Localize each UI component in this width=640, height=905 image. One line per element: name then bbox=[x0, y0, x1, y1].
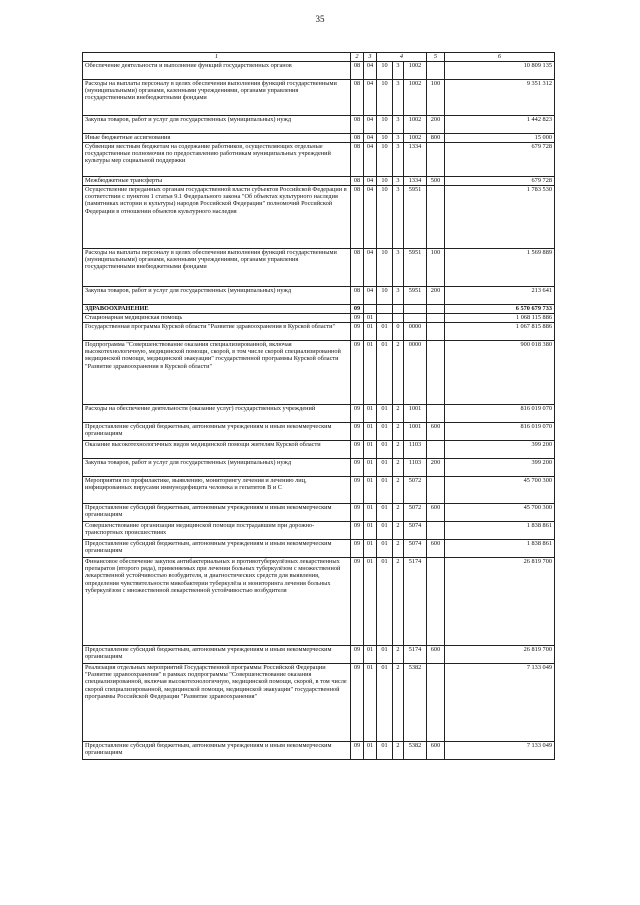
header-col-5: 5 bbox=[427, 53, 445, 62]
cell-c3: 01 bbox=[364, 540, 377, 558]
cell-c4c: 5072 bbox=[404, 504, 427, 522]
cell-c4c: 5382 bbox=[404, 664, 427, 742]
table-row bbox=[83, 664, 555, 742]
cell-c6: 9 351 312 bbox=[445, 80, 555, 116]
cell-c4b: 3 bbox=[393, 249, 404, 287]
cell-c6: 679 728 bbox=[445, 143, 555, 177]
table-row bbox=[83, 341, 555, 405]
cell-name: Закупка товаров, работ и услуг для государственных (муниципальных) нужд bbox=[83, 116, 351, 134]
cell-c4a: 01 bbox=[377, 742, 393, 760]
table-row bbox=[83, 143, 555, 177]
cell-c4b: 2 bbox=[393, 540, 404, 558]
cell-c5 bbox=[427, 558, 445, 646]
cell-c4b: 2 bbox=[393, 522, 404, 540]
cell-c5 bbox=[427, 305, 445, 314]
cell-c4a: 10 bbox=[377, 249, 393, 287]
cell-c2: 09 bbox=[351, 504, 364, 522]
cell-c4b: 2 bbox=[393, 459, 404, 477]
cell-name: Расходы на выплаты персоналу в целях обеспечения выполнения функций государственными (муниципальными) органами, казенными учреждениями, органами управления государственными внебюджетными фондами bbox=[83, 80, 351, 116]
cell-c4b: 2 bbox=[393, 423, 404, 441]
table-row bbox=[83, 62, 555, 80]
cell-c6: 399 200 bbox=[445, 441, 555, 459]
cell-name: Расходы на обеспечение деятельности (оказание услуг) государственных учреждений bbox=[83, 405, 351, 423]
cell-name: Предоставление субсидий бюджетным, автономным учреждениям и иным некоммерческим организациям bbox=[83, 423, 351, 441]
cell-c4a: 01 bbox=[377, 405, 393, 423]
cell-c4b: 2 bbox=[393, 646, 404, 664]
cell-c4c: 1334 bbox=[404, 177, 427, 186]
cell-c6: 45 700 300 bbox=[445, 504, 555, 522]
cell-c2: 08 bbox=[351, 134, 364, 143]
cell-c4a: 01 bbox=[377, 504, 393, 522]
cell-c3: 01 bbox=[364, 646, 377, 664]
cell-c4a: 01 bbox=[377, 664, 393, 742]
cell-c5 bbox=[427, 143, 445, 177]
cell-c3: 01 bbox=[364, 504, 377, 522]
cell-c6: 213 641 bbox=[445, 287, 555, 305]
cell-c4c: 5174 bbox=[404, 558, 427, 646]
cell-c2: 08 bbox=[351, 287, 364, 305]
cell-c2: 09 bbox=[351, 314, 364, 323]
table-row bbox=[83, 459, 555, 477]
cell-c6: 816 019 070 bbox=[445, 405, 555, 423]
cell-name: Совершенствование организации медицинской помощи пострадавшим при дорожно-транспортных происшествиях bbox=[83, 522, 351, 540]
cell-c6: 679 728 bbox=[445, 177, 555, 186]
cell-c4c: 0000 bbox=[404, 341, 427, 405]
cell-c5: 800 bbox=[427, 134, 445, 143]
cell-c6: 15 000 bbox=[445, 134, 555, 143]
cell-c2: 09 bbox=[351, 558, 364, 646]
cell-c5 bbox=[427, 522, 445, 540]
cell-c6: 1 068 115 886 bbox=[445, 314, 555, 323]
cell-c2: 08 bbox=[351, 143, 364, 177]
cell-c6: 1 067 815 886 bbox=[445, 323, 555, 341]
cell-c4b: 2 bbox=[393, 477, 404, 504]
table-row bbox=[83, 504, 555, 522]
table-row bbox=[83, 305, 555, 314]
cell-c3: 04 bbox=[364, 62, 377, 80]
cell-c3: 01 bbox=[364, 664, 377, 742]
cell-c4a bbox=[377, 305, 393, 314]
table-row bbox=[83, 287, 555, 305]
cell-c3: 04 bbox=[364, 134, 377, 143]
cell-c3: 04 bbox=[364, 143, 377, 177]
cell-c4b: 3 bbox=[393, 186, 404, 249]
cell-c4a: 10 bbox=[377, 143, 393, 177]
cell-c2: 08 bbox=[351, 80, 364, 116]
cell-c3: 01 bbox=[364, 423, 377, 441]
cell-c4b bbox=[393, 305, 404, 314]
table-row bbox=[83, 540, 555, 558]
cell-c6: 7 133 049 bbox=[445, 742, 555, 760]
cell-c4a: 10 bbox=[377, 116, 393, 134]
cell-c4c: 1002 bbox=[404, 80, 427, 116]
cell-c6: 1 569 889 bbox=[445, 249, 555, 287]
cell-name: ЗДРАВООХРАНЕНИЕ bbox=[83, 305, 351, 314]
cell-name: Осуществление переданных органам государственной власти субъектов Российской Федерации в соответствии с пунктом 1 статьи 9.1 Федерального закона "Об объектах культурного наследия (памятниках истории и культуры) народов Российской Федерации" полномочий Российской Федерации в отношении объектов культурного наследия bbox=[83, 186, 351, 249]
cell-c2: 09 bbox=[351, 664, 364, 742]
cell-name: Субвенции местным бюджетам на содержание работников, осуществляющих отдельные государственные полномочия по предоставлению работникам муниципальных учреждений культуры мер социальной поддержки bbox=[83, 143, 351, 177]
cell-c4a: 10 bbox=[377, 287, 393, 305]
cell-c3: 04 bbox=[364, 249, 377, 287]
table-row bbox=[83, 116, 555, 134]
cell-c2: 09 bbox=[351, 742, 364, 760]
cell-c4c: 5382 bbox=[404, 742, 427, 760]
cell-c4b: 3 bbox=[393, 143, 404, 177]
cell-c3: 04 bbox=[364, 116, 377, 134]
cell-c5: 600 bbox=[427, 423, 445, 441]
cell-c5 bbox=[427, 62, 445, 80]
cell-c3: 04 bbox=[364, 186, 377, 249]
cell-c4a: 10 bbox=[377, 177, 393, 186]
cell-c2: 09 bbox=[351, 459, 364, 477]
cell-c4b: 0 bbox=[393, 323, 404, 341]
cell-c5: 200 bbox=[427, 116, 445, 134]
cell-c4c bbox=[404, 314, 427, 323]
table-row bbox=[83, 441, 555, 459]
cell-c4a: 01 bbox=[377, 423, 393, 441]
cell-c4c: 5074 bbox=[404, 522, 427, 540]
cell-c2: 08 bbox=[351, 177, 364, 186]
cell-c4c: 5072 bbox=[404, 477, 427, 504]
cell-c5: 200 bbox=[427, 287, 445, 305]
table-row bbox=[83, 742, 555, 760]
cell-c5: 100 bbox=[427, 80, 445, 116]
cell-c6: 1 838 861 bbox=[445, 522, 555, 540]
header-col-1: 1 bbox=[83, 53, 351, 62]
cell-c5: 600 bbox=[427, 540, 445, 558]
header-col-6: 6 bbox=[445, 53, 555, 62]
cell-c2: 08 bbox=[351, 186, 364, 249]
cell-c3: 01 bbox=[364, 558, 377, 646]
table-row bbox=[83, 558, 555, 646]
cell-c4a bbox=[377, 314, 393, 323]
cell-c5 bbox=[427, 314, 445, 323]
cell-c4a: 01 bbox=[377, 441, 393, 459]
cell-c4c: 0000 bbox=[404, 323, 427, 341]
cell-c4a: 10 bbox=[377, 62, 393, 80]
cell-c6: 900 018 380 bbox=[445, 341, 555, 405]
cell-c3: 01 bbox=[364, 522, 377, 540]
cell-c3 bbox=[364, 305, 377, 314]
cell-c3: 04 bbox=[364, 177, 377, 186]
cell-c5 bbox=[427, 186, 445, 249]
cell-c4b: 2 bbox=[393, 405, 404, 423]
cell-c6: 45 700 300 bbox=[445, 477, 555, 504]
table-row bbox=[83, 405, 555, 423]
table-row bbox=[83, 249, 555, 287]
cell-c4a: 01 bbox=[377, 558, 393, 646]
cell-name: Предоставление субсидий бюджетным, автономным учреждениям и иным некоммерческим организациям bbox=[83, 504, 351, 522]
cell-c2: 09 bbox=[351, 646, 364, 664]
cell-c4c bbox=[404, 305, 427, 314]
cell-name: Закупка товаров, работ и услуг для государственных (муниципальных) нужд bbox=[83, 287, 351, 305]
cell-name: Предоставление субсидий бюджетным, автономным учреждениям и иным некоммерческим организациям bbox=[83, 646, 351, 664]
cell-c4a: 01 bbox=[377, 522, 393, 540]
cell-c6: 1 442 823 bbox=[445, 116, 555, 134]
header-col-3: 3 bbox=[364, 53, 377, 62]
table-row bbox=[83, 80, 555, 116]
cell-c2: 09 bbox=[351, 477, 364, 504]
cell-name: Предоставление субсидий бюджетным, автономным учреждениям и иным некоммерческим организациям bbox=[83, 540, 351, 558]
cell-c5: 600 bbox=[427, 742, 445, 760]
cell-name: Закупка товаров, работ и услуг для государственных (муниципальных) нужд bbox=[83, 459, 351, 477]
cell-c4b: 2 bbox=[393, 742, 404, 760]
cell-c4a: 01 bbox=[377, 646, 393, 664]
table-row bbox=[83, 646, 555, 664]
cell-c6: 26 819 700 bbox=[445, 646, 555, 664]
cell-c6: 1 838 861 bbox=[445, 540, 555, 558]
cell-c5 bbox=[427, 341, 445, 405]
cell-c4b: 2 bbox=[393, 504, 404, 522]
cell-c2: 09 bbox=[351, 405, 364, 423]
cell-c4c: 1002 bbox=[404, 116, 427, 134]
cell-c4b: 3 bbox=[393, 177, 404, 186]
table-row bbox=[83, 134, 555, 143]
cell-c4b: 3 bbox=[393, 287, 404, 305]
cell-c6: 816 019 070 bbox=[445, 423, 555, 441]
cell-name: Обеспечение деятельности и выполнение функций государственных органов bbox=[83, 62, 351, 80]
cell-name: Реализация отдельных мероприятий Государственной программы Российской Федерации "Развитие здравоохранения" в рамках подпрограммы "Совершенствование оказания специализированной, включая высокотехнологичную, медицинской помощи, скорой, в том числе скорой специализированной, медицинской помощи, медицинской эвакуации" государственной программы Российской Федерации "Развитие здравоохранения" bbox=[83, 664, 351, 742]
cell-c4c: 5951 bbox=[404, 249, 427, 287]
cell-c6: 26 819 700 bbox=[445, 558, 555, 646]
cell-c5: 600 bbox=[427, 504, 445, 522]
cell-c5: 600 bbox=[427, 646, 445, 664]
cell-c4c: 1103 bbox=[404, 441, 427, 459]
cell-c4a: 01 bbox=[377, 540, 393, 558]
cell-c6: 10 809 135 bbox=[445, 62, 555, 80]
cell-c3: 01 bbox=[364, 742, 377, 760]
cell-c4c: 1001 bbox=[404, 423, 427, 441]
cell-name: Подпрограмма "Совершенствование оказания специализированной, включая высокотехнологичную, медицинской помощи, скорой, в том числе скорой специализированной медицинской помощи, медицинской эвакуации" государственной программы Курской области "Развитие здравоохранения в Курской области" bbox=[83, 341, 351, 405]
cell-c6: 6 570 679 733 bbox=[445, 305, 555, 314]
cell-c4c: 5951 bbox=[404, 186, 427, 249]
budget-table bbox=[82, 52, 555, 760]
cell-c4a: 01 bbox=[377, 323, 393, 341]
cell-name: Предоставление субсидий бюджетным, автономным учреждениям и иным некоммерческим организациям bbox=[83, 742, 351, 760]
cell-c5 bbox=[427, 405, 445, 423]
cell-c4a: 10 bbox=[377, 80, 393, 116]
cell-name: Оказание высокотехнологичных видов медицинской помощи жителям Курской области bbox=[83, 441, 351, 459]
header-col-4: 4 bbox=[377, 53, 427, 62]
cell-c3: 04 bbox=[364, 287, 377, 305]
cell-c2: 08 bbox=[351, 249, 364, 287]
cell-c5 bbox=[427, 477, 445, 504]
table-row bbox=[83, 186, 555, 249]
cell-c2: 09 bbox=[351, 341, 364, 405]
header-col-2: 2 bbox=[351, 53, 364, 62]
cell-name: Межбюджетные трансферты bbox=[83, 177, 351, 186]
table-row bbox=[83, 314, 555, 323]
cell-c4a: 01 bbox=[377, 477, 393, 504]
cell-c6: 399 200 bbox=[445, 459, 555, 477]
cell-c3: 01 bbox=[364, 314, 377, 323]
cell-c2: 09 bbox=[351, 441, 364, 459]
cell-c4c: 1103 bbox=[404, 459, 427, 477]
page-number: 35 bbox=[315, 14, 325, 24]
cell-c4c: 5174 bbox=[404, 646, 427, 664]
cell-name: Расходы на выплаты персоналу в целях обеспечения выполнения функций государственными (муниципальными) органами, казенными учреждениями, органами управления государственными внебюджетными фондами bbox=[83, 249, 351, 287]
cell-c2: 08 bbox=[351, 62, 364, 80]
cell-c4b bbox=[393, 314, 404, 323]
cell-c2: 09 bbox=[351, 540, 364, 558]
cell-c5 bbox=[427, 664, 445, 742]
table-header-row bbox=[83, 53, 555, 62]
table-row bbox=[83, 423, 555, 441]
cell-c4c: 1334 bbox=[404, 143, 427, 177]
cell-c3: 01 bbox=[364, 323, 377, 341]
cell-name: Иные бюджетные ассигнования bbox=[83, 134, 351, 143]
cell-c5 bbox=[427, 441, 445, 459]
cell-c5 bbox=[427, 323, 445, 341]
cell-c4b: 3 bbox=[393, 134, 404, 143]
cell-c4b: 2 bbox=[393, 664, 404, 742]
cell-c5: 200 bbox=[427, 459, 445, 477]
cell-name: Финансовое обеспечение закупок антибактериальных и противотуберкулёзных лекарственных препаратов (второго ряда), применяемых при лечении больных туберкулёзом с множественной лекарственной устойчивостью возбудителя, и диагностических средств для выявления, определения чувствительности микобактерии туберкулёза и мониторинга лечения больных туберкулёзом с множественной лекарственной устойчивостью возбудителя bbox=[83, 558, 351, 646]
cell-c3: 01 bbox=[364, 459, 377, 477]
cell-c4b: 2 bbox=[393, 441, 404, 459]
cell-name: Государственная программа Курской области "Развитие здравоохранения в Курской области" bbox=[83, 323, 351, 341]
cell-c4b: 3 bbox=[393, 62, 404, 80]
cell-c2: 08 bbox=[351, 116, 364, 134]
cell-c4c: 5951 bbox=[404, 287, 427, 305]
cell-c4a: 10 bbox=[377, 186, 393, 249]
cell-c4c: 1001 bbox=[404, 405, 427, 423]
cell-c2: 09 bbox=[351, 423, 364, 441]
table-row bbox=[83, 323, 555, 341]
table-row bbox=[83, 177, 555, 186]
cell-c2: 09 bbox=[351, 323, 364, 341]
cell-c4c: 1002 bbox=[404, 134, 427, 143]
cell-c4a: 01 bbox=[377, 341, 393, 405]
cell-c2: 09 bbox=[351, 522, 364, 540]
cell-c3: 04 bbox=[364, 80, 377, 116]
cell-c4c: 1002 bbox=[404, 62, 427, 80]
cell-name: Мероприятия по профилактике, выявлению, мониторингу лечения и лечению лиц, инфицированных вирусами иммунодефицита человека и гепатитов В и С bbox=[83, 477, 351, 504]
cell-c4c: 5074 bbox=[404, 540, 427, 558]
cell-c3: 01 bbox=[364, 441, 377, 459]
cell-c3: 01 bbox=[364, 341, 377, 405]
cell-c5: 500 bbox=[427, 177, 445, 186]
cell-c2: 09 bbox=[351, 305, 364, 314]
cell-c6: 1 783 530 bbox=[445, 186, 555, 249]
cell-name: Стационарная медицинская помощь bbox=[83, 314, 351, 323]
cell-c4b: 3 bbox=[393, 116, 404, 134]
cell-c3: 01 bbox=[364, 405, 377, 423]
cell-c4b: 2 bbox=[393, 558, 404, 646]
cell-c4b: 2 bbox=[393, 341, 404, 405]
table-row bbox=[83, 477, 555, 504]
cell-c3: 01 bbox=[364, 477, 377, 504]
cell-c5: 100 bbox=[427, 249, 445, 287]
cell-c4a: 10 bbox=[377, 134, 393, 143]
cell-c4a: 01 bbox=[377, 459, 393, 477]
cell-c6: 7 133 049 bbox=[445, 664, 555, 742]
table-row bbox=[83, 522, 555, 540]
cell-c4b: 3 bbox=[393, 80, 404, 116]
